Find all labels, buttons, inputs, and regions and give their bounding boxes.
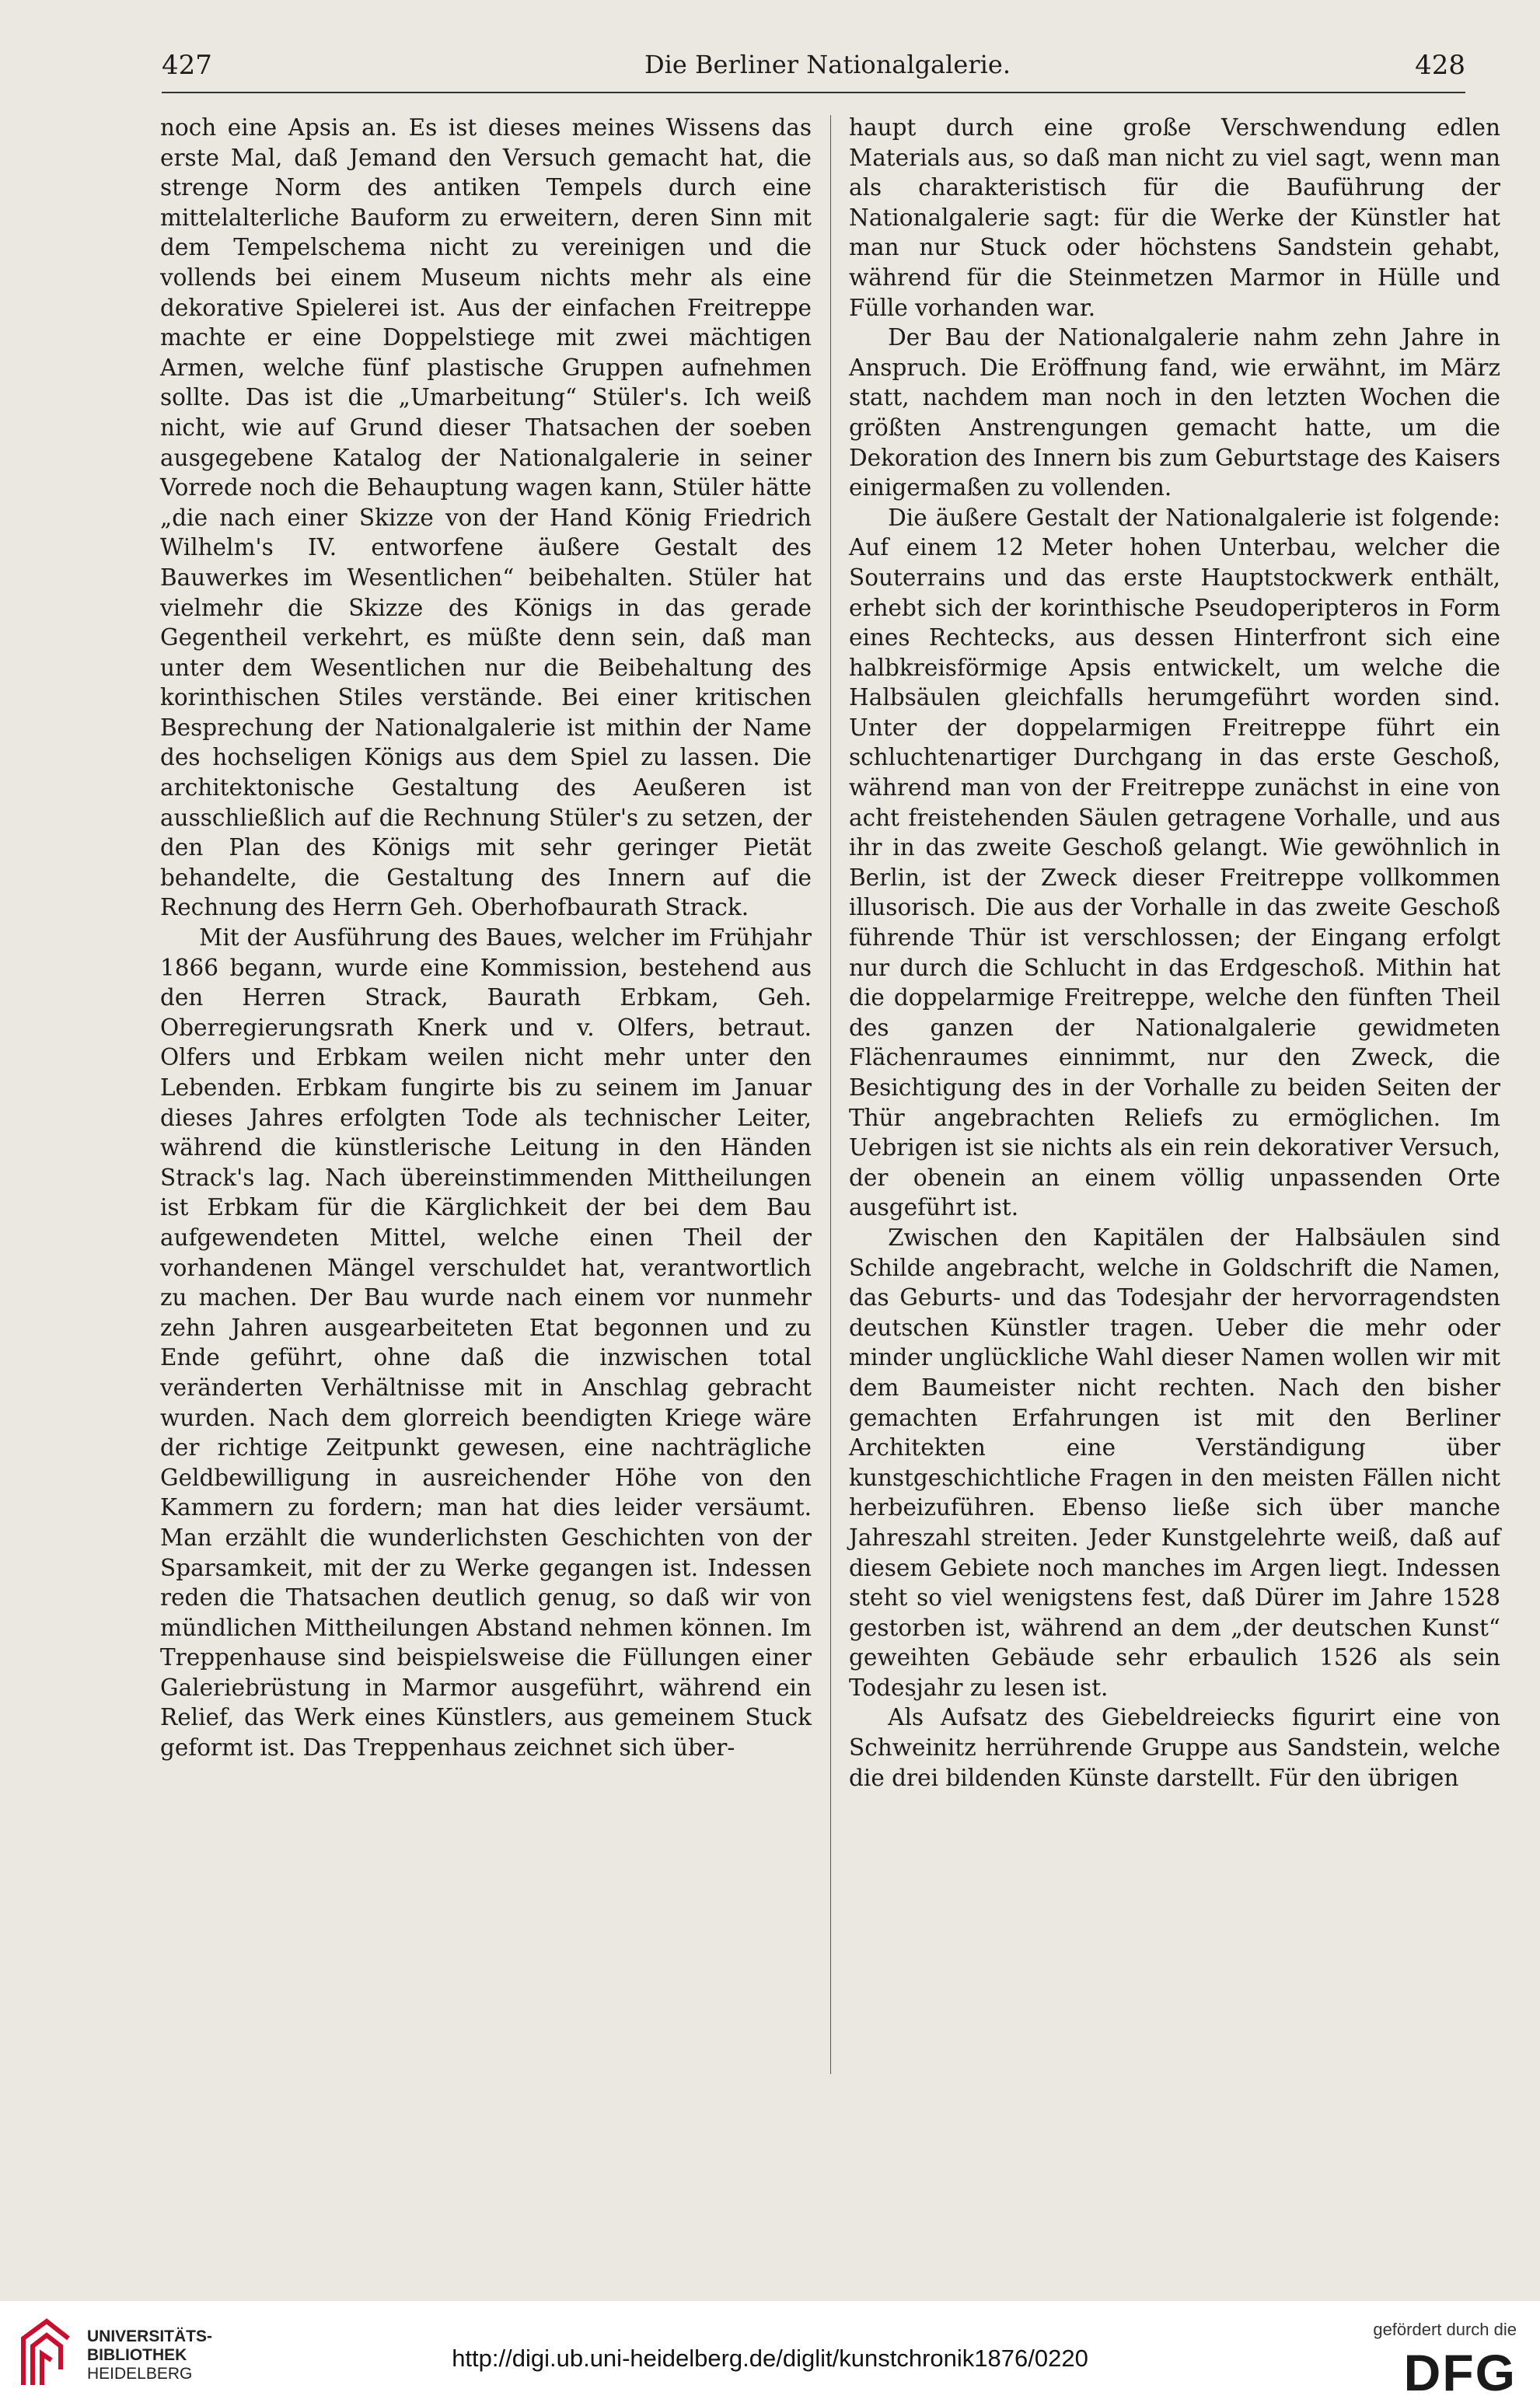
header-rule [162,92,1465,93]
funding-caption: gefördert durch die [1373,2320,1517,2339]
running-title: Die Berliner Nationalgalerie. [644,50,1011,79]
right-column [849,113,1500,2072]
paragraph: Die äußere Gestalt der Nationalgalerie ist folgende: Auf einem 12 Meter hohen Unterbau, welcher die Souterrains und das erste Hauptstockwerk enthält, erhebt sich der korinthische Pseudoperipteros in Form eines Rechtecks, aus dessen Hinterfront sich eine halbkreisförmige Apsis entwickelt, um welche die Halbsäulen gleichfalls herumgeführt worden sind. Unter der doppelarmigen Freitreppe führt ein schluchtenartiger Durchgang in das erste Geschoß, während man von der Freitreppe zunächst in eine von acht freistehenden Säulen getragene Vorhalle, und aus ihr in das zweite Geschoß gelangt. Wie gewöhnlich in Berlin, ist der Zweck dieser Freitreppe vollkommen illusorisch. Die aus der Vorhalle in das zweite Geschoß führende Thür ist verschlossen; der Eingang erfolgt nur durch die Schlucht in das Erdgeschoß. Mithin hat die doppelarmige Freitreppe, welche den fünften Theil des ganzen der Nationalgalerie gewidmeten Flächenraumes einnimmt, nur den Zweck, die Besichtigung des in der Vorhalle zu beiden Seiten der Thür angebrachten Reliefs zu ermöglichen. Im Uebrigen ist sie nichts als ein rein dekorativer Versuch, der obenein an einem völlig unpassenden Orte ausgeführt ist. [849,504,1500,1221]
paragraph: Der Bau der Nationalgalerie nahm zehn Jahre in Anspruch. Die Eröffnung fand, wie erwähnt, im März statt, nachdem man noch in den letzten Wochen die größten Anstrengungen gemacht hatte, um die Dekoration des Innern bis zum Geburtstage des Kaisers einigermaßen zu vollenden. [849,324,1500,501]
page-number-right: 428 [1415,50,1465,81]
paragraph: Mit der Ausführung des Baues, welcher im Frühjahr 1866 begann, wurde eine Kommission, bestehend aus den Herren Strack, Baurath Erbkam, Geh. Oberregierungsrath Knerk und v. Olfers, betraut. Olfers und Erbkam weilen nicht mehr unter den Lebenden. Erbkam fungirte bis zu seinem im Januar dieses Jahres erfolgten Tode als technischer Leiter, während die künstlerische Leitung in den Händen Strack's lag. Nach übereinstimmenden Mittheilungen ist Erbkam für die Kärglichkeit der bei dem Bau aufgewendeten Mittel, welche einen Theil der vorhandenen Mängel verschuldet hat, verantwortlich zu machen. Der Bau wurde nach einem vor nunmehr zehn Jahren ausgearbeiteten Etat begonnen und zu Ende geführt, ohne daß die inzwischen total veränderten Verhältnisse mit in Anschlag gebracht wurden. Nach dem glorreich beendigten Kriege wäre der richtige Zeitpunkt gewesen, eine nachträgliche Geldbewilligung in ausreichender Höhe von den Kammern zu fordern; man hat dies leider versäumt. Man erzählt die wunderlichsten Geschichten von der Sparsamkeit, mit der zu Werke gegangen ist. Indessen reden die Thatsachen deutlich genug, so daß wir von mündlichen Mittheilungen Abstand nehmen können. Im Treppenhause sind beispielsweise die Füllungen einer Galeriebrüstung in Marmor ausgeführt, während ein Relief, das Werk eines Künstlers, aus gemeinem Stuck geformt ist. Das Treppenhaus zeichnet sich über- [160,924,812,1762]
paragraph: Als Aufsatz des Giebeldreiecks figurirt eine von Schweinitz herrührende Gruppe aus Sandstein, welche die drei bildenden Künste darstellt. Für den übrigen [849,1704,1500,1791]
library-line: HEIDELBERG [87,2365,193,2383]
viewer-footer [0,2301,1540,2406]
dfg-logo: DFG [1403,2344,1517,2401]
library-line: BIBLIOTHEK [87,2346,187,2364]
paragraph: Zwischen den Kapitälen der Halbsäulen sind Schilde angebracht, welche in Goldschrift die Namen, das Geburts- und das Todesjahr der hervorragendsten deutschen Künstler tragen. Ueber die mehr oder minder unglückliche Wahl dieser Namen wollen wir mit dem Baumeister nicht rechten. Nach den bisher gemachten Erfahrungen ist mit den Berliner Architekten eine Verständigung über kunstgeschichtliche Fragen in den meisten Fällen nicht herbeizuführen. Ebenso ließe sich über manche Jahreszahl streiten. Jeder Kunstgelehrte weiß, daß auf diesem Gebiete noch manches im Argen liegt. Indessen steht so viel wenigstens fest, daß Dürer im Jahre 1528 gestorben ist, während an dem „der deutschen Kunst“ geweihten Gebäude sehr erbaulich 1526 als sein Todesjahr zu lesen ist. [849,1224,1500,1701]
library-line: UNIVERSITÄTS- [87,2327,213,2345]
paragraph: noch eine Apsis an. Es ist dieses meines Wissens das erste Mal, daß Jemand den Versuch gemacht hat, die strenge Norm des antiken Tempels durch eine mittelalterliche Bauform zu erweitern, deren Sinn mit dem Tempelschema nicht zu vereinigen und die vollends bei einem Museum nichts mehr als eine dekorative Spielerei ist. Aus der einfachen Freitreppe machte er eine Doppelstiege mit zwei mächtigen Armen, welche fünf plastische Gruppen aufnehmen sollte. Das ist die „Umarbeitung“ Stüler's. Ich weiß nicht, wie auf Grund dieser Thatsachen der soeben ausgegebene Katalog der Nationalgalerie in seiner Vorrede noch die Behauptung wagen kann, Stüler hätte „die nach einer Skizze von der Hand König Friedrich Wilhelm's IV. entworfene äußere Gestalt des Bauwerkes im Wesentlichen“ beibehalten. Stüler hat vielmehr die Skizze des Königs in das gerade Gegentheil verkehrt, es müßte denn sein, daß man unter dem Wesentlichen nur die Beibehaltung des korinthischen Stiles verstände. Bei einer kritischen Besprechung der Nationalgalerie ist mithin der Name des hochseligen Königs aus dem Spiel zu lassen. Die architektonische Gestaltung des Aeußeren ist ausschließlich auf die Rechnung Stüler's zu setzen, der den Plan des Königs mit sehr geringer Pietät behandelte, die Gestaltung des Innern auf die Rechnung des Herrn Geh. Oberhofbaurath Strack. [160,114,812,921]
column-divider [830,115,831,2074]
permalink-url[interactable]: http://digi.ub.uni-heidelberg.de/diglit/kunstchronik1876/0220 [452,2345,1088,2372]
page-header [162,45,1493,92]
page-number-left: 427 [162,50,212,81]
paragraph: haupt durch eine große Verschwendung edlen Materials aus, so daß man nicht zu viel sagt, wenn man als charakteristisch für die Bauführung der Nationalgalerie sagt: für die Werke der Künstler hat man nur Stuck oder höchstens Sandstein gehabt, während für die Steinmetzen Marmor in Hülle und Fülle vorhanden war. [849,114,1500,321]
left-column [160,113,812,2072]
